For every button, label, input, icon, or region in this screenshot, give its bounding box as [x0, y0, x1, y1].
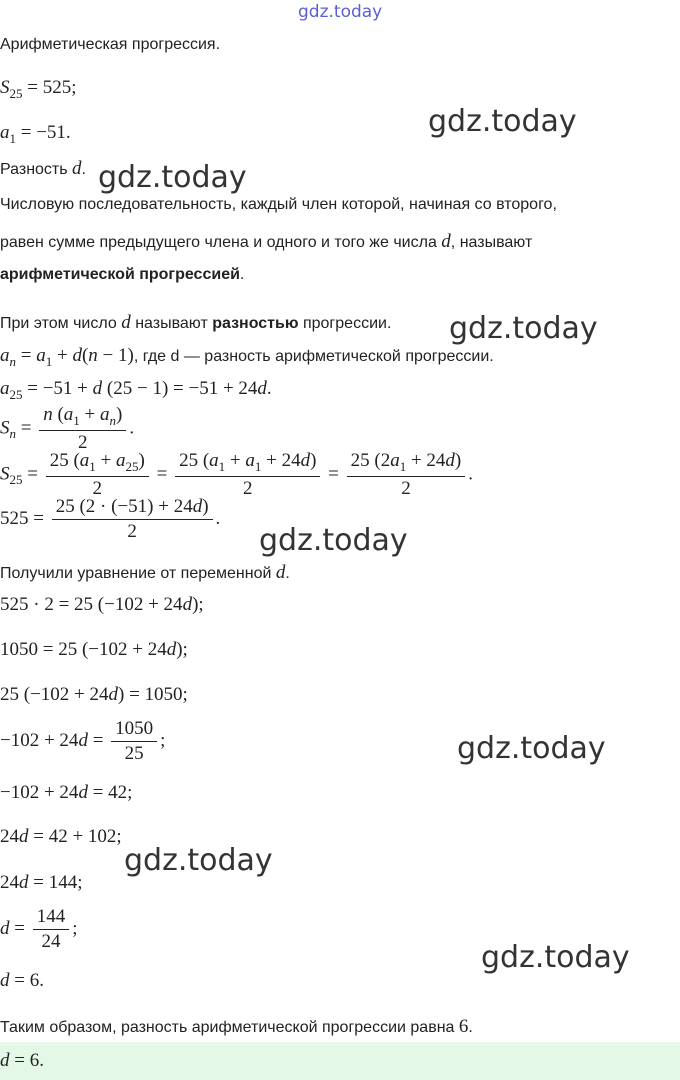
watermark: gdz.today: [449, 311, 598, 346]
equation-label: Получили уравнение от переменной d.: [0, 562, 290, 583]
step-8: d = $\frac{144}{24}$ ;: [0, 906, 78, 952]
step-9: d = 6.: [0, 970, 44, 991]
answer: d = 6.: [0, 1050, 44, 1071]
watermark: gdz.today: [428, 104, 577, 139]
a25-formula: $a_{25} = -51 + d$ (25 − 1) = −51 + 24d.: [0, 378, 272, 402]
answer-highlight: [0, 1042, 680, 1080]
step-3: 25 (−102 + 24d) = 1050;: [0, 684, 188, 705]
sum-formula: $S_n$ = $\frac{n (a_1 + a_n)}{2}$ .: [0, 404, 135, 453]
definition-line-2: равен сумме предыдущего члена и одного и того же числа d, называют: [0, 231, 533, 252]
definition-line-3: арифметической прогрессией.: [0, 266, 245, 283]
conclusion: Таким образом, разность арифметической прогрессии равна 6.: [0, 1016, 473, 1037]
watermark: gdz.today: [124, 843, 273, 878]
title: Арифметическая прогрессия.: [0, 36, 221, 53]
step-7: 24d = 144;: [0, 872, 83, 893]
watermark: gdz.today: [98, 160, 247, 195]
step-5: −102 + 24d = 42;: [0, 782, 133, 803]
watermark-top: gdz.today: [298, 2, 383, 22]
step-6: 24d = 42 + 102;: [0, 826, 122, 847]
definition-line-4: При этом число d называют разностью прогрессии.: [0, 312, 392, 333]
s25-expansion: $S_{25}$ = $\frac{25 (a_1 + a_{25})}{2}$ = $\frac{25 (a_1 + a_1 + 24d)}{2}$ = $\frac{25 (2a_1 + 24d)}{2}$ .: [0, 450, 473, 499]
given-sum: $S_{25} = 525$;: [0, 77, 77, 101]
step-4: −102 + 24d = $\frac{1050}{25}$ ;: [0, 718, 166, 764]
step-1: 525 · 2 = 25 (−102 + 24d);: [0, 594, 204, 615]
nth-term-formula: $a_n = a_1 + d(n - 1)$, где d — разность арифметической прогрессии.: [0, 345, 494, 369]
watermark: gdz.today: [481, 940, 630, 975]
given-first: $a_1 = -51$.: [0, 122, 71, 146]
watermark: gdz.today: [457, 731, 606, 766]
find-text: Разность d.: [0, 158, 86, 179]
definition-line-1: Числовую последовательность, каждый член которой, начиная со второго,: [0, 196, 557, 213]
watermark: gdz.today: [259, 523, 408, 558]
sum-substitution: 525 = $\frac{25 (2 \cdot (-51) + 24d)}{2}$ .: [0, 496, 221, 542]
step-2: 1050 = 25 (−102 + 24d);: [0, 639, 188, 660]
